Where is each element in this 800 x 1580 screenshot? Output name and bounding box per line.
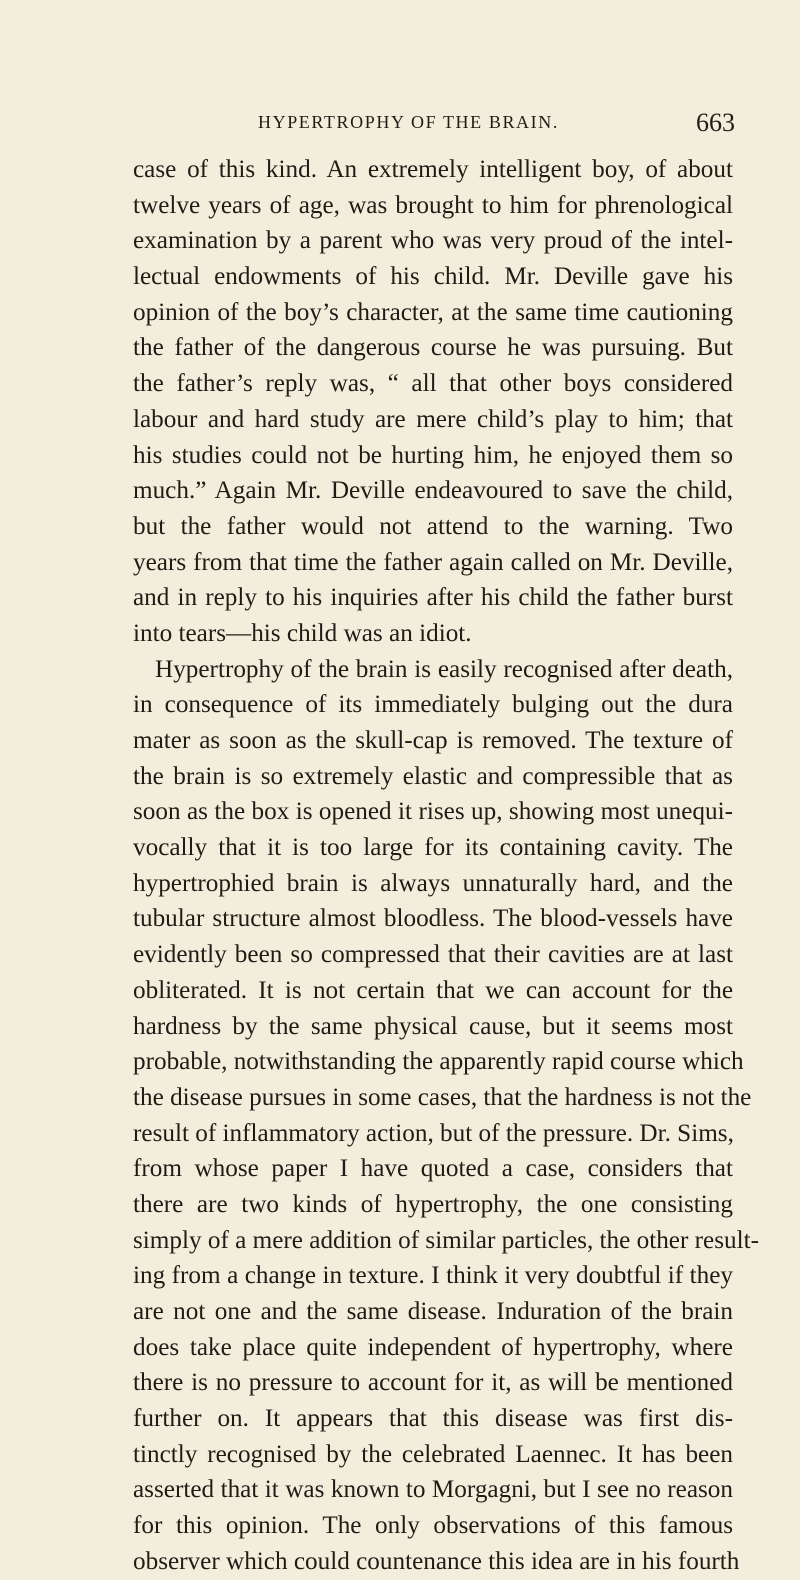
running-head bbox=[0, 108, 800, 138]
text-line: there is no pressure to account for it, as will be mentioned bbox=[133, 1369, 733, 1397]
text-line: much.” Again Mr. Deville endeavoured to save the child, bbox=[133, 477, 733, 505]
text-line: does take place quite independent of hypertrophy, where bbox=[133, 1333, 733, 1361]
text-line: simply of a mere addition of similar particles, the other result- bbox=[133, 1226, 760, 1254]
text-line: are not one and the same disease. Induration of the brain bbox=[133, 1298, 733, 1325]
text-line: the father of the dangerous course he was pursuing. But bbox=[133, 334, 733, 362]
text-line: there are two kinds of hypertrophy, the one consisting bbox=[133, 1190, 733, 1218]
text-line: his studies could not be hurting him, he enjoyed them so bbox=[133, 441, 733, 469]
text-line: labour and hard study are mere child’s play to him; that bbox=[133, 405, 733, 433]
text-line: asserted that it was known to Morgagni, but I see no reason bbox=[133, 1476, 733, 1504]
text-line: tinctly recognised by the celebrated Laennec. It has been bbox=[133, 1440, 733, 1468]
text-line: from whose paper I have quoted a case, considers that bbox=[133, 1155, 733, 1183]
text-line: further on. It appears that this disease was first dis- bbox=[133, 1405, 733, 1433]
text-line: result of inflammatory action, but of the pressure. Dr. Sims, bbox=[133, 1119, 734, 1147]
text-line: soon as the box is opened it rises up, showing most unequi- bbox=[133, 798, 733, 826]
text-line: mater as soon as the skull-cap is removed. The texture of bbox=[133, 727, 733, 754]
text-line: years from that time the father again called on Mr. Deville, bbox=[133, 548, 733, 576]
text-line: hardness by the same physical cause, but it seems most bbox=[133, 1012, 733, 1040]
text-line: the brain is so extremely elastic and compressible that as bbox=[133, 762, 733, 790]
text-line: the father’s reply was, “ all that other boys considered bbox=[133, 370, 733, 398]
text-line: probable, notwithstanding the apparently rapid course which bbox=[133, 1048, 744, 1076]
text-line: twelve years of age, was brought to him for phrenological bbox=[133, 191, 733, 219]
text-line: ing from a change in texture. I think it very doubtful if they bbox=[133, 1262, 733, 1290]
text-line: obliterated. It is not certain that we can account for the bbox=[133, 976, 733, 1004]
text-line: evidently been so compressed that their cavities are at last bbox=[133, 941, 733, 969]
text-line: in consequence of its immediately bulging out the dura bbox=[133, 691, 733, 719]
text-line: examination by a parent who was very proud of the intel- bbox=[133, 227, 733, 255]
text-line: observer which could countenance this idea are in his fourth bbox=[133, 1547, 740, 1575]
running-title: HYPERTROPHY OF THE BRAIN. bbox=[258, 112, 559, 132]
text-line: case of this kind. An extremely intelligent boy, of about bbox=[133, 156, 733, 183]
text-line: lectual endowments of his child. Mr. Deville gave his bbox=[133, 263, 733, 291]
body-text bbox=[133, 152, 760, 1580]
text-line: the disease pursues in some cases, that the hardness is not the bbox=[133, 1083, 752, 1111]
text-line: tubular structure almost bloodless. The blood-vessels have bbox=[133, 905, 733, 933]
text-line: for this opinion. The only observations of this famous bbox=[133, 1512, 733, 1540]
text-line: hypertrophied brain is always unnaturally hard, and the bbox=[133, 869, 733, 897]
text-line: into tears—his child was an idiot. bbox=[133, 619, 472, 647]
text-line: but the father would not attend to the warning. Two bbox=[133, 512, 733, 540]
text-line: opinion of the boy’s character, at the same time cautioning bbox=[133, 298, 733, 326]
text-line: and in reply to his inquiries after his child the father burst bbox=[133, 584, 733, 612]
text-line: vocally that it is too large for its containing cavity. The bbox=[133, 834, 733, 862]
text-line: Hypertrophy of the brain is easily recognised after death, bbox=[155, 655, 733, 683]
page-number: 663 bbox=[696, 108, 735, 137]
